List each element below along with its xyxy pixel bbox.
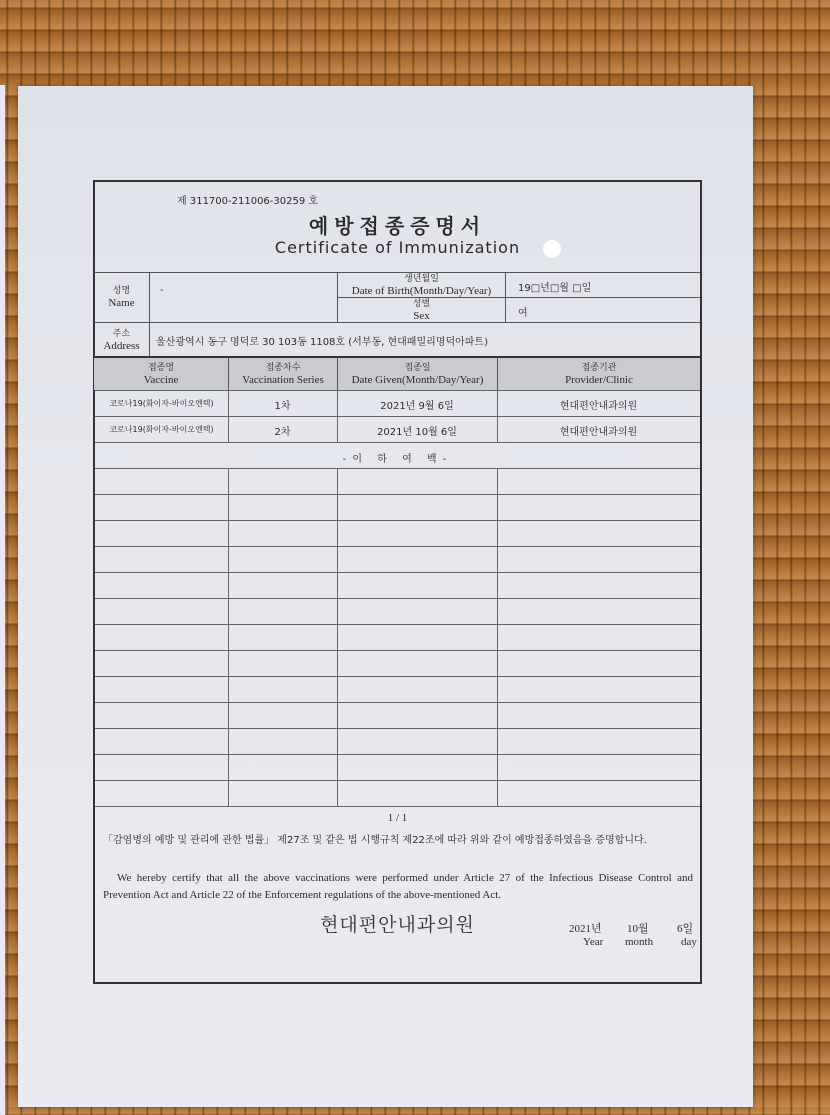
row1-provider: 현대편안내과의원 <box>559 401 638 412</box>
dob-value-cell <box>505 272 700 297</box>
address-label-ko: 주소 <box>112 329 131 339</box>
sex-label <box>337 297 505 322</box>
header-vaccine <box>94 356 228 390</box>
header-date-en: Date Given(Month/Day/Year) <box>351 374 484 386</box>
sex-value-cell <box>505 297 700 322</box>
name-label-en: Name <box>108 297 135 309</box>
issuer-clinic: 현대편안내과의원 <box>320 914 475 936</box>
issue-day: 6일 <box>677 923 694 935</box>
name-value-cell <box>149 272 337 322</box>
row1-series: 1차 <box>274 401 291 412</box>
issue-month: 10월 <box>627 923 649 935</box>
table-rule <box>95 416 700 417</box>
issue-month-en: month <box>625 936 654 948</box>
address-value-cell <box>149 322 700 356</box>
page-number: 1 / 1 <box>387 812 408 824</box>
header-vaccine-en: Vaccine <box>143 374 179 386</box>
table-rule <box>95 468 700 469</box>
address-value: 울산광역시 동구 명덕로 30 103동 1108호 (서부동, 현대패밀리명덕아파트) <box>156 337 488 348</box>
header-series-en: Vaccination Series <box>242 374 324 386</box>
header-provider <box>497 356 700 390</box>
certificate-frame <box>93 180 702 984</box>
name-value: - <box>160 285 164 296</box>
address-label-en: Address <box>103 340 140 352</box>
certificate-paper <box>18 86 753 1107</box>
row2-provider: 현대편안내과의원 <box>559 427 638 438</box>
issue-year-en: Year <box>583 936 604 948</box>
blank-below-note: -이 하 여 백- <box>342 454 453 465</box>
certificate-number: 제 311700-211006-30259 호 <box>177 196 319 207</box>
issue-year: 2021년 <box>569 923 602 935</box>
address-label <box>94 322 149 356</box>
header-provider-ko: 접종기관 <box>581 363 617 373</box>
row2-series: 2차 <box>274 427 291 438</box>
adjacent-sheet <box>0 85 5 1115</box>
title-korean: 예방접종증명서 <box>308 214 487 238</box>
sex-value: 여 <box>518 308 528 319</box>
dob-label <box>337 272 505 297</box>
title-english: Certificate of Immunization <box>274 238 521 257</box>
table-rule <box>95 442 700 443</box>
table-rule <box>95 390 700 391</box>
statement-korean: 「감염병의 예방 및 관리에 관한 법률」 제27조 및 같은 법 시행규칙 제22조에 따라 위와 같이 예방접종하였음을 증명합니다. <box>103 835 647 846</box>
row2-vaccine: 코로나19(화이자-바이오엔텍) <box>109 425 214 434</box>
name-label <box>94 272 149 322</box>
header-date-ko: 접종일 <box>404 363 431 373</box>
light-glare <box>543 240 561 258</box>
row1-vaccine: 코로나19(화이자-바이오엔텍) <box>109 399 214 408</box>
header-series <box>228 356 337 390</box>
name-label-ko: 성명 <box>112 286 131 296</box>
statement-english: We hereby certify that all the above vaccinations were performed under Article 27 of the Infectious Disease Control and Prevention Act and Article 22 of the Enforcement regulations of the above-mentioned Act. <box>103 872 693 901</box>
header-date <box>337 356 497 390</box>
sex-label-en: Sex <box>413 310 430 322</box>
row1-date: 2021년 9월 6일 <box>380 401 454 412</box>
header-provider-en: Provider/Clinic <box>565 374 633 386</box>
header-series-ko: 접종차수 <box>265 363 301 373</box>
issue-day-en: day <box>681 936 697 948</box>
row2-date: 2021년 10월 6일 <box>377 427 457 438</box>
dob-label-ko: 생년월일 <box>404 274 439 284</box>
sex-label-ko: 성별 <box>412 299 431 309</box>
header-vaccine-ko: 접종명 <box>147 363 175 373</box>
dob-label-en: Date of Birth(Month/Day/Year) <box>351 285 492 297</box>
dob-value: 19□년□월 □일 <box>518 283 592 294</box>
